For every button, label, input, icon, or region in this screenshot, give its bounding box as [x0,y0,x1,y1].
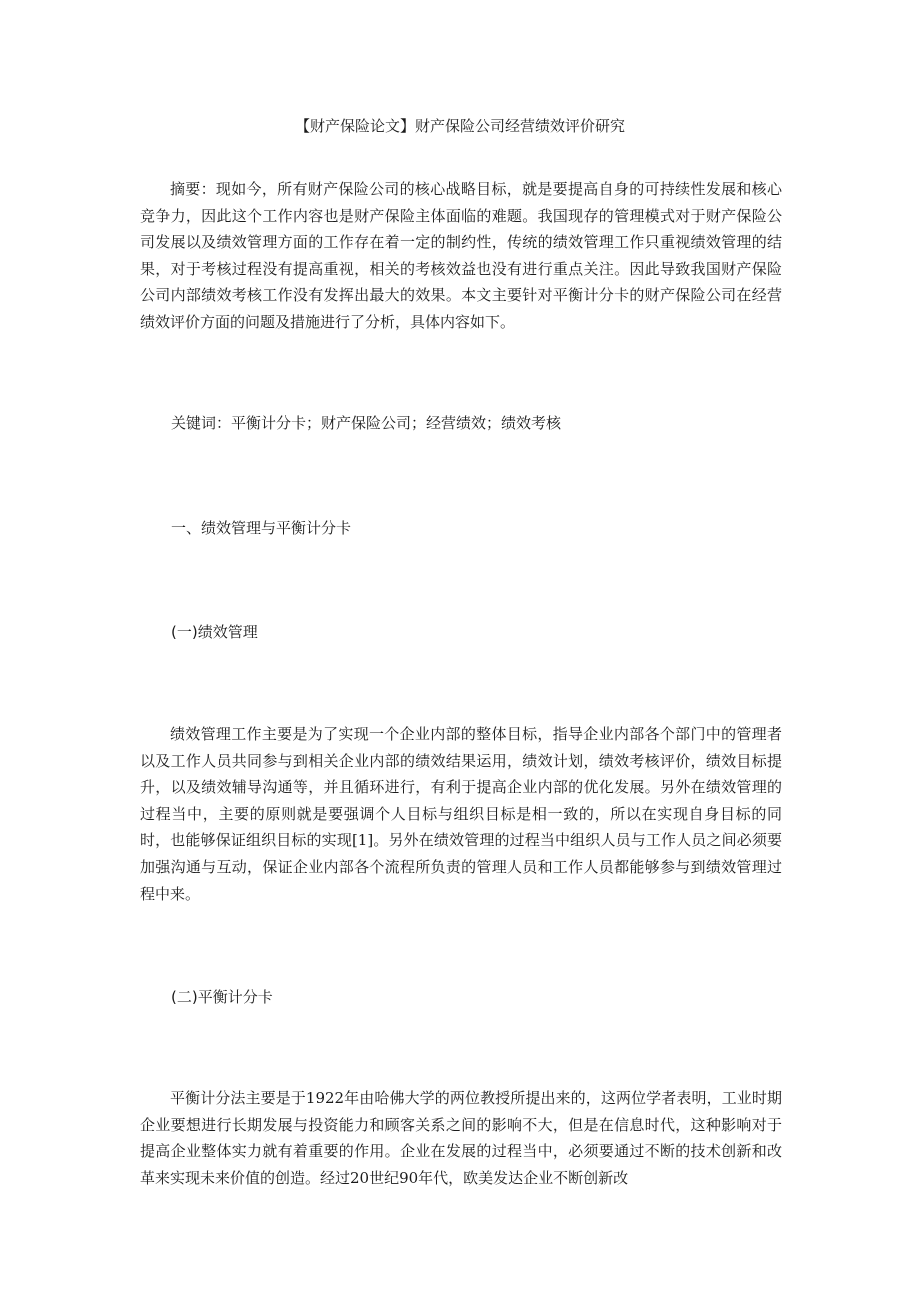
subsection-heading-2: (二)平衡计分卡 [171,988,273,1006]
subsection-1-paragraph: 绩效管理工作主要是为了实现一个企业内部的整体目标，指导企业内部各个部门中的管理者以及工作人员共同参与到相关企业内部的绩效结果运用，绩效计划，绩效考核评价，绩效目标提升，以及绩效辅导沟通等，并且循环进行，有利于提高企业内部的优化发展。另外在绩效管理的过程当中，主要的原则就是要强调个人目标与组织目标是相一致的，所以在实现自身目标的同时，也能够保证组织目标的实现[1]。另外在绩效管理的过程当中组织人员与工作人员之间必须要加强沟通与互动，保证企业内部各个流程所负责的管理人员和工作人员都能够参与到绩效管理过程中来。 [140,725,782,903]
subsection-2-paragraph: 平衡计分法主要是于1922年由哈佛大学的两位教授所提出来的，这两位学者表明，工业时期企业要想进行长期发展与投资能力和顾客关系之间的影响不大，但是在信息时代，这种影响对于提高企业整体实力就有着重要的作用。企业在发展的过程当中，必须要通过不断的技术创新和改革来实现未来价值的创造。经过20世纪90年代，欧美发达企业不断创新改 [140,1089,782,1187]
keywords-line: 关键词：平衡计分卡；财产保险公司；经营绩效；绩效考核 [171,414,562,432]
abstract-paragraph: 摘要：现如今，所有财产保险公司的核心战略目标，就是要提高自身的可持续性发展和核心竞争力，因此这个工作内容也是财产保险主体面临的难题。我国现存的管理模式对于财产保险公司发展以及绩效管理方面的工作存在着一定的制约性，传统的绩效管理工作只重视绩效管理的结果，对于考核过程没有提高重视，相关的考核效益也没有进行重点关注。因此导致我国财产保险公司内部绩效考核工作没有发挥出最大的效果。本文主要针对平衡计分卡的财产保险公司在经营绩效评价方面的问题及措施进行了分析，具体内容如下。 [140,180,782,331]
section-heading-1: 一、绩效管理与平衡计分卡 [171,519,352,537]
subsection-heading-1: (一)绩效管理 [171,623,258,641]
document-title: 【财产保险论文】财产保险公司经营绩效评价研究 [294,117,625,135]
